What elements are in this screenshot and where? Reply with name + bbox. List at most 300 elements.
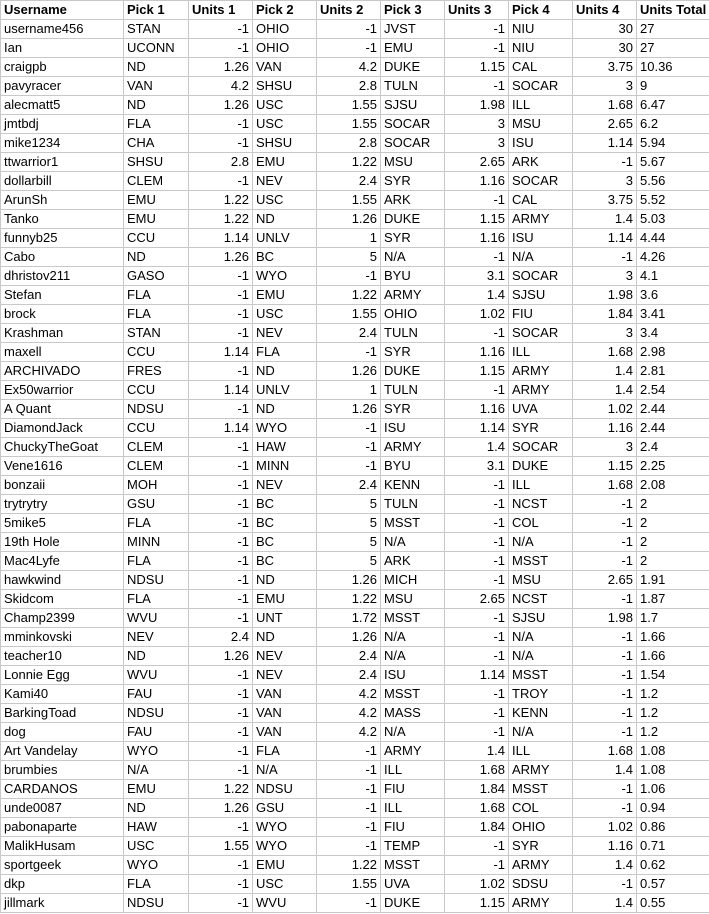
cell-units-4[interactable]: -1 — [573, 685, 637, 704]
cell-pick-2[interactable]: EMU — [253, 590, 317, 609]
cell-username[interactable]: unde0087 — [1, 799, 124, 818]
cell-units-2[interactable]: 4.2 — [317, 704, 381, 723]
cell-units-4[interactable]: 1.15 — [573, 457, 637, 476]
cell-pick-3[interactable]: ILL — [381, 761, 445, 780]
cell-pick-3[interactable]: FIU — [381, 818, 445, 837]
cell-units-4[interactable]: 3.75 — [573, 191, 637, 210]
cell-units-4[interactable]: 1.02 — [573, 818, 637, 837]
cell-username[interactable]: Krashman — [1, 324, 124, 343]
cell-pick-2[interactable]: WYO — [253, 267, 317, 286]
cell-username[interactable]: Ian — [1, 39, 124, 58]
cell-units-2[interactable]: 5 — [317, 533, 381, 552]
cell-pick-4[interactable]: CAL — [509, 58, 573, 77]
cell-pick-3[interactable]: BYU — [381, 267, 445, 286]
cell-pick-4[interactable]: NIU — [509, 39, 573, 58]
cell-pick-1[interactable]: ND — [124, 96, 189, 115]
cell-units-2[interactable]: 4.2 — [317, 723, 381, 742]
cell-pick-4[interactable]: N/A — [509, 647, 573, 666]
cell-pick-1[interactable]: EMU — [124, 780, 189, 799]
cell-units-total[interactable]: 5.03 — [637, 210, 709, 229]
cell-pick-1[interactable]: VAN — [124, 77, 189, 96]
cell-pick-2[interactable]: BC — [253, 514, 317, 533]
cell-units-4[interactable]: 1.68 — [573, 742, 637, 761]
cell-username[interactable]: Lonnie Egg — [1, 666, 124, 685]
cell-pick-3[interactable]: SYR — [381, 343, 445, 362]
cell-pick-4[interactable]: UVA — [509, 400, 573, 419]
cell-username[interactable]: teacher10 — [1, 647, 124, 666]
cell-units-3[interactable]: 1.15 — [445, 362, 509, 381]
cell-pick-4[interactable]: ARMY — [509, 381, 573, 400]
cell-units-1[interactable]: 2.4 — [189, 628, 253, 647]
cell-units-2[interactable]: 5 — [317, 248, 381, 267]
cell-username[interactable]: ttwarrior1 — [1, 153, 124, 172]
cell-units-1[interactable]: 1.22 — [189, 210, 253, 229]
cell-username[interactable]: Stefan — [1, 286, 124, 305]
cell-pick-4[interactable]: SOCAR — [509, 438, 573, 457]
cell-pick-4[interactable]: N/A — [509, 248, 573, 267]
cell-units-total[interactable]: 1.06 — [637, 780, 709, 799]
cell-units-2[interactable]: -1 — [317, 837, 381, 856]
cell-units-1[interactable]: -1 — [189, 723, 253, 742]
cell-pick-1[interactable]: FAU — [124, 685, 189, 704]
cell-pick-3[interactable]: FIU — [381, 780, 445, 799]
cell-pick-4[interactable]: ILL — [509, 476, 573, 495]
cell-units-total[interactable]: 1.08 — [637, 742, 709, 761]
cell-pick-1[interactable]: NDSU — [124, 571, 189, 590]
cell-units-2[interactable]: -1 — [317, 761, 381, 780]
cell-units-1[interactable]: 1.14 — [189, 381, 253, 400]
cell-pick-4[interactable]: ARMY — [509, 761, 573, 780]
cell-units-1[interactable]: 1.22 — [189, 780, 253, 799]
cell-units-3[interactable]: 3 — [445, 115, 509, 134]
cell-units-1[interactable]: -1 — [189, 438, 253, 457]
cell-units-2[interactable]: 4.2 — [317, 58, 381, 77]
cell-pick-4[interactable]: FIU — [509, 305, 573, 324]
cell-pick-3[interactable]: DUKE — [381, 362, 445, 381]
cell-units-4[interactable]: 1.84 — [573, 305, 637, 324]
cell-units-2[interactable]: 4.2 — [317, 685, 381, 704]
cell-pick-3[interactable]: UVA — [381, 875, 445, 894]
cell-pick-1[interactable]: FLA — [124, 115, 189, 134]
cell-units-1[interactable]: 1.26 — [189, 248, 253, 267]
cell-pick-4[interactable]: ISU — [509, 134, 573, 153]
cell-units-2[interactable]: 2.4 — [317, 647, 381, 666]
cell-username[interactable]: BarkingToad — [1, 704, 124, 723]
cell-units-3[interactable]: 1.14 — [445, 419, 509, 438]
cell-units-3[interactable]: 1.4 — [445, 438, 509, 457]
cell-units-4[interactable]: -1 — [573, 647, 637, 666]
cell-pick-3[interactable]: ARMY — [381, 742, 445, 761]
cell-pick-2[interactable]: WVU — [253, 894, 317, 913]
cell-units-3[interactable]: 1.98 — [445, 96, 509, 115]
cell-units-total[interactable]: 2.81 — [637, 362, 709, 381]
cell-username[interactable]: maxell — [1, 343, 124, 362]
cell-pick-2[interactable]: USC — [253, 115, 317, 134]
cell-units-2[interactable]: 1.26 — [317, 362, 381, 381]
cell-pick-2[interactable]: SHSU — [253, 134, 317, 153]
cell-username[interactable]: dhristov211 — [1, 267, 124, 286]
cell-units-2[interactable]: -1 — [317, 419, 381, 438]
cell-units-1[interactable]: 1.14 — [189, 419, 253, 438]
cell-units-4[interactable]: 1.16 — [573, 419, 637, 438]
cell-units-3[interactable]: -1 — [445, 609, 509, 628]
cell-units-4[interactable]: -1 — [573, 514, 637, 533]
cell-units-1[interactable]: 1.14 — [189, 343, 253, 362]
cell-units-3[interactable]: -1 — [445, 723, 509, 742]
cell-units-total[interactable]: 4.44 — [637, 229, 709, 248]
cell-pick-2[interactable]: NEV — [253, 172, 317, 191]
cell-units-3[interactable]: 1.84 — [445, 780, 509, 799]
cell-pick-1[interactable]: FLA — [124, 875, 189, 894]
cell-pick-4[interactable]: SYR — [509, 419, 573, 438]
cell-username[interactable]: mike1234 — [1, 134, 124, 153]
cell-pick-2[interactable]: BC — [253, 533, 317, 552]
cell-pick-1[interactable]: CHA — [124, 134, 189, 153]
cell-units-3[interactable]: 2.65 — [445, 153, 509, 172]
cell-pick-3[interactable]: SYR — [381, 400, 445, 419]
cell-units-2[interactable]: -1 — [317, 267, 381, 286]
cell-username[interactable]: ARCHIVADO — [1, 362, 124, 381]
cell-pick-1[interactable]: ND — [124, 58, 189, 77]
cell-units-3[interactable]: -1 — [445, 39, 509, 58]
cell-units-total[interactable]: 2.4 — [637, 438, 709, 457]
cell-units-2[interactable]: 1.22 — [317, 590, 381, 609]
cell-units-1[interactable]: -1 — [189, 818, 253, 837]
cell-pick-4[interactable]: DUKE — [509, 457, 573, 476]
cell-units-2[interactable]: 2.4 — [317, 172, 381, 191]
cell-units-1[interactable]: 1.26 — [189, 96, 253, 115]
cell-units-total[interactable]: 1.91 — [637, 571, 709, 590]
cell-pick-4[interactable]: NIU — [509, 20, 573, 39]
cell-units-2[interactable]: 2.8 — [317, 134, 381, 153]
cell-units-3[interactable]: -1 — [445, 704, 509, 723]
cell-units-4[interactable]: -1 — [573, 780, 637, 799]
cell-pick-1[interactable]: CLEM — [124, 172, 189, 191]
cell-username[interactable]: jillmark — [1, 894, 124, 913]
cell-pick-1[interactable]: GASO — [124, 267, 189, 286]
cell-units-2[interactable]: 1.72 — [317, 609, 381, 628]
cell-pick-2[interactable]: USC — [253, 875, 317, 894]
cell-username[interactable]: pavyracer — [1, 77, 124, 96]
cell-pick-2[interactable]: EMU — [253, 856, 317, 875]
cell-units-3[interactable]: 1.4 — [445, 742, 509, 761]
cell-pick-4[interactable]: ILL — [509, 96, 573, 115]
cell-username[interactable]: brumbies — [1, 761, 124, 780]
cell-pick-2[interactable]: USC — [253, 191, 317, 210]
cell-pick-2[interactable]: FLA — [253, 343, 317, 362]
cell-pick-4[interactable]: COL — [509, 799, 573, 818]
cell-pick-2[interactable]: UNT — [253, 609, 317, 628]
cell-pick-1[interactable]: GSU — [124, 495, 189, 514]
cell-units-3[interactable]: -1 — [445, 856, 509, 875]
cell-units-4[interactable]: 1.4 — [573, 761, 637, 780]
cell-pick-2[interactable]: ND — [253, 400, 317, 419]
cell-units-total[interactable]: 1.2 — [637, 723, 709, 742]
cell-pick-2[interactable]: NEV — [253, 666, 317, 685]
cell-pick-2[interactable]: USC — [253, 305, 317, 324]
cell-pick-2[interactable]: BC — [253, 495, 317, 514]
cell-units-total[interactable]: 2.08 — [637, 476, 709, 495]
cell-units-total[interactable]: 1.87 — [637, 590, 709, 609]
cell-units-2[interactable]: 1.26 — [317, 628, 381, 647]
cell-units-3[interactable]: 1.15 — [445, 210, 509, 229]
cell-pick-4[interactable]: SDSU — [509, 875, 573, 894]
cell-username[interactable]: Tanko — [1, 210, 124, 229]
cell-units-1[interactable]: 4.2 — [189, 77, 253, 96]
cell-units-total[interactable]: 10.36 — [637, 58, 709, 77]
cell-units-total[interactable]: 27 — [637, 20, 709, 39]
cell-pick-4[interactable]: MSST — [509, 552, 573, 571]
cell-units-1[interactable]: -1 — [189, 514, 253, 533]
cell-pick-1[interactable]: FRES — [124, 362, 189, 381]
cell-pick-2[interactable]: VAN — [253, 723, 317, 742]
cell-pick-1[interactable]: USC — [124, 837, 189, 856]
cell-units-1[interactable]: -1 — [189, 305, 253, 324]
cell-units-total[interactable]: 1.66 — [637, 647, 709, 666]
cell-pick-3[interactable]: TULN — [381, 324, 445, 343]
cell-pick-3[interactable]: TEMP — [381, 837, 445, 856]
cell-units-3[interactable]: -1 — [445, 77, 509, 96]
header-units-2[interactable]: Units 2 — [317, 1, 381, 20]
cell-units-2[interactable]: -1 — [317, 799, 381, 818]
cell-pick-1[interactable]: WYO — [124, 856, 189, 875]
cell-pick-2[interactable]: VAN — [253, 58, 317, 77]
cell-units-3[interactable]: 1.68 — [445, 761, 509, 780]
cell-units-1[interactable]: 1.26 — [189, 799, 253, 818]
cell-units-3[interactable]: -1 — [445, 571, 509, 590]
cell-units-4[interactable]: 1.4 — [573, 894, 637, 913]
cell-units-1[interactable]: 1.22 — [189, 191, 253, 210]
cell-units-1[interactable]: 1.14 — [189, 229, 253, 248]
cell-units-1[interactable]: -1 — [189, 704, 253, 723]
cell-units-3[interactable]: -1 — [445, 495, 509, 514]
header-pick-3[interactable]: Pick 3 — [381, 1, 445, 20]
cell-pick-3[interactable]: SOCAR — [381, 134, 445, 153]
cell-pick-3[interactable]: MSST — [381, 685, 445, 704]
cell-units-2[interactable]: -1 — [317, 742, 381, 761]
cell-pick-1[interactable]: FLA — [124, 552, 189, 571]
cell-pick-1[interactable]: STAN — [124, 20, 189, 39]
cell-username[interactable]: 19th Hole — [1, 533, 124, 552]
header-units-3[interactable]: Units 3 — [445, 1, 509, 20]
cell-units-total[interactable]: 2 — [637, 514, 709, 533]
cell-units-1[interactable]: -1 — [189, 552, 253, 571]
cell-pick-4[interactable]: ARK — [509, 153, 573, 172]
cell-units-2[interactable]: 1.22 — [317, 856, 381, 875]
cell-pick-4[interactable]: ARMY — [509, 894, 573, 913]
cell-pick-3[interactable]: SJSU — [381, 96, 445, 115]
cell-pick-4[interactable]: SOCAR — [509, 324, 573, 343]
cell-username[interactable]: dollarbill — [1, 172, 124, 191]
cell-units-total[interactable]: 9 — [637, 77, 709, 96]
cell-pick-2[interactable]: NEV — [253, 476, 317, 495]
cell-units-1[interactable]: -1 — [189, 590, 253, 609]
cell-pick-1[interactable]: ND — [124, 799, 189, 818]
cell-pick-1[interactable]: WVU — [124, 609, 189, 628]
cell-pick-1[interactable]: EMU — [124, 191, 189, 210]
cell-pick-1[interactable]: NDSU — [124, 894, 189, 913]
cell-pick-4[interactable]: KENN — [509, 704, 573, 723]
cell-units-3[interactable]: 1.16 — [445, 229, 509, 248]
cell-pick-2[interactable]: EMU — [253, 286, 317, 305]
cell-pick-2[interactable]: USC — [253, 96, 317, 115]
cell-units-2[interactable]: 2.4 — [317, 666, 381, 685]
cell-username[interactable]: 5mike5 — [1, 514, 124, 533]
cell-pick-2[interactable]: OHIO — [253, 39, 317, 58]
cell-units-3[interactable]: 1.16 — [445, 172, 509, 191]
cell-pick-4[interactable]: ARMY — [509, 856, 573, 875]
cell-pick-3[interactable]: ARK — [381, 191, 445, 210]
cell-pick-1[interactable]: NDSU — [124, 400, 189, 419]
cell-units-total[interactable]: 2.54 — [637, 381, 709, 400]
cell-pick-3[interactable]: KENN — [381, 476, 445, 495]
cell-units-4[interactable]: 1.98 — [573, 609, 637, 628]
cell-pick-1[interactable]: CCU — [124, 229, 189, 248]
cell-units-3[interactable]: -1 — [445, 514, 509, 533]
cell-pick-2[interactable]: VAN — [253, 685, 317, 704]
cell-username[interactable]: Art Vandelay — [1, 742, 124, 761]
cell-units-4[interactable]: 1.68 — [573, 343, 637, 362]
cell-username[interactable]: Kami40 — [1, 685, 124, 704]
cell-units-3[interactable]: -1 — [445, 381, 509, 400]
cell-pick-1[interactable]: FLA — [124, 590, 189, 609]
cell-units-1[interactable]: -1 — [189, 39, 253, 58]
cell-units-total[interactable]: 3.6 — [637, 286, 709, 305]
cell-units-3[interactable]: -1 — [445, 628, 509, 647]
cell-pick-2[interactable]: WYO — [253, 419, 317, 438]
cell-username[interactable]: bonzaii — [1, 476, 124, 495]
cell-pick-1[interactable]: CLEM — [124, 438, 189, 457]
cell-units-total[interactable]: 0.86 — [637, 818, 709, 837]
cell-pick-3[interactable]: SYR — [381, 172, 445, 191]
cell-units-4[interactable]: 1.98 — [573, 286, 637, 305]
cell-username[interactable]: ArunSh — [1, 191, 124, 210]
cell-units-3[interactable]: 1.02 — [445, 305, 509, 324]
cell-pick-1[interactable]: FLA — [124, 514, 189, 533]
cell-pick-4[interactable]: MSST — [509, 780, 573, 799]
cell-units-3[interactable]: -1 — [445, 248, 509, 267]
header-pick-1[interactable]: Pick 1 — [124, 1, 189, 20]
cell-units-3[interactable]: -1 — [445, 533, 509, 552]
cell-pick-4[interactable]: N/A — [509, 723, 573, 742]
cell-units-total[interactable]: 0.55 — [637, 894, 709, 913]
cell-units-4[interactable]: 1.4 — [573, 210, 637, 229]
cell-pick-3[interactable]: MSU — [381, 153, 445, 172]
header-username[interactable]: Username — [1, 1, 124, 20]
cell-pick-2[interactable]: BC — [253, 248, 317, 267]
cell-units-total[interactable]: 5.52 — [637, 191, 709, 210]
cell-pick-2[interactable]: UNLV — [253, 381, 317, 400]
cell-pick-3[interactable]: DUKE — [381, 210, 445, 229]
cell-units-4[interactable]: 3 — [573, 172, 637, 191]
cell-pick-1[interactable]: ND — [124, 248, 189, 267]
cell-units-1[interactable]: 2.8 — [189, 153, 253, 172]
cell-units-total[interactable]: 6.47 — [637, 96, 709, 115]
cell-units-total[interactable]: 3.41 — [637, 305, 709, 324]
cell-units-1[interactable]: -1 — [189, 324, 253, 343]
cell-units-2[interactable]: -1 — [317, 438, 381, 457]
cell-units-4[interactable]: -1 — [573, 875, 637, 894]
cell-units-2[interactable]: 1.26 — [317, 571, 381, 590]
cell-pick-1[interactable]: WYO — [124, 742, 189, 761]
cell-username[interactable]: Ex50warrior — [1, 381, 124, 400]
header-pick-2[interactable]: Pick 2 — [253, 1, 317, 20]
cell-pick-4[interactable]: ISU — [509, 229, 573, 248]
cell-username[interactable]: DiamondJack — [1, 419, 124, 438]
cell-units-4[interactable]: 1.4 — [573, 362, 637, 381]
cell-pick-1[interactable]: UCONN — [124, 39, 189, 58]
cell-pick-4[interactable]: SOCAR — [509, 77, 573, 96]
cell-units-4[interactable]: -1 — [573, 533, 637, 552]
cell-units-3[interactable]: 2.65 — [445, 590, 509, 609]
cell-units-2[interactable]: 1.55 — [317, 96, 381, 115]
cell-units-4[interactable]: 1.4 — [573, 381, 637, 400]
cell-pick-3[interactable]: DUKE — [381, 894, 445, 913]
cell-pick-3[interactable]: N/A — [381, 628, 445, 647]
cell-units-4[interactable]: 3.75 — [573, 58, 637, 77]
cell-units-2[interactable]: 1.55 — [317, 191, 381, 210]
cell-pick-1[interactable]: EMU — [124, 210, 189, 229]
cell-units-2[interactable]: 1.55 — [317, 115, 381, 134]
cell-pick-2[interactable]: SHSU — [253, 77, 317, 96]
header-units-1[interactable]: Units 1 — [189, 1, 253, 20]
cell-pick-2[interactable]: MINN — [253, 457, 317, 476]
cell-units-2[interactable]: 2.8 — [317, 77, 381, 96]
cell-units-1[interactable]: -1 — [189, 666, 253, 685]
cell-units-4[interactable]: -1 — [573, 704, 637, 723]
cell-units-2[interactable]: 5 — [317, 495, 381, 514]
cell-username[interactable]: mminkovski — [1, 628, 124, 647]
cell-pick-1[interactable]: SHSU — [124, 153, 189, 172]
cell-units-total[interactable]: 3.4 — [637, 324, 709, 343]
cell-pick-4[interactable]: OHIO — [509, 818, 573, 837]
cell-pick-1[interactable]: CCU — [124, 343, 189, 362]
cell-units-3[interactable]: -1 — [445, 476, 509, 495]
header-units-total[interactable]: Units Total — [637, 1, 709, 20]
cell-username[interactable]: dkp — [1, 875, 124, 894]
cell-units-4[interactable]: -1 — [573, 723, 637, 742]
cell-units-3[interactable]: 1.16 — [445, 400, 509, 419]
cell-pick-4[interactable]: MSST — [509, 666, 573, 685]
cell-units-total[interactable]: 2.25 — [637, 457, 709, 476]
cell-pick-1[interactable]: CCU — [124, 381, 189, 400]
cell-units-4[interactable]: 30 — [573, 20, 637, 39]
cell-units-3[interactable]: 1.84 — [445, 818, 509, 837]
cell-pick-4[interactable]: MSU — [509, 571, 573, 590]
cell-units-4[interactable]: 1.68 — [573, 476, 637, 495]
cell-pick-2[interactable]: WYO — [253, 818, 317, 837]
cell-units-3[interactable]: 3.1 — [445, 457, 509, 476]
cell-pick-3[interactable]: SOCAR — [381, 115, 445, 134]
cell-units-3[interactable]: 1.68 — [445, 799, 509, 818]
cell-pick-2[interactable]: EMU — [253, 153, 317, 172]
cell-pick-4[interactable]: CAL — [509, 191, 573, 210]
cell-pick-3[interactable]: TULN — [381, 381, 445, 400]
cell-units-1[interactable]: -1 — [189, 362, 253, 381]
cell-units-1[interactable]: -1 — [189, 20, 253, 39]
cell-username[interactable]: CARDANOS — [1, 780, 124, 799]
cell-units-total[interactable]: 27 — [637, 39, 709, 58]
cell-units-1[interactable]: -1 — [189, 875, 253, 894]
cell-units-total[interactable]: 0.71 — [637, 837, 709, 856]
cell-username[interactable]: jmtbdj — [1, 115, 124, 134]
cell-username[interactable]: trytrytry — [1, 495, 124, 514]
cell-pick-2[interactable]: WYO — [253, 837, 317, 856]
cell-units-2[interactable]: -1 — [317, 780, 381, 799]
cell-units-total[interactable]: 1.2 — [637, 704, 709, 723]
cell-pick-3[interactable]: OHIO — [381, 305, 445, 324]
cell-username[interactable]: hawkwind — [1, 571, 124, 590]
